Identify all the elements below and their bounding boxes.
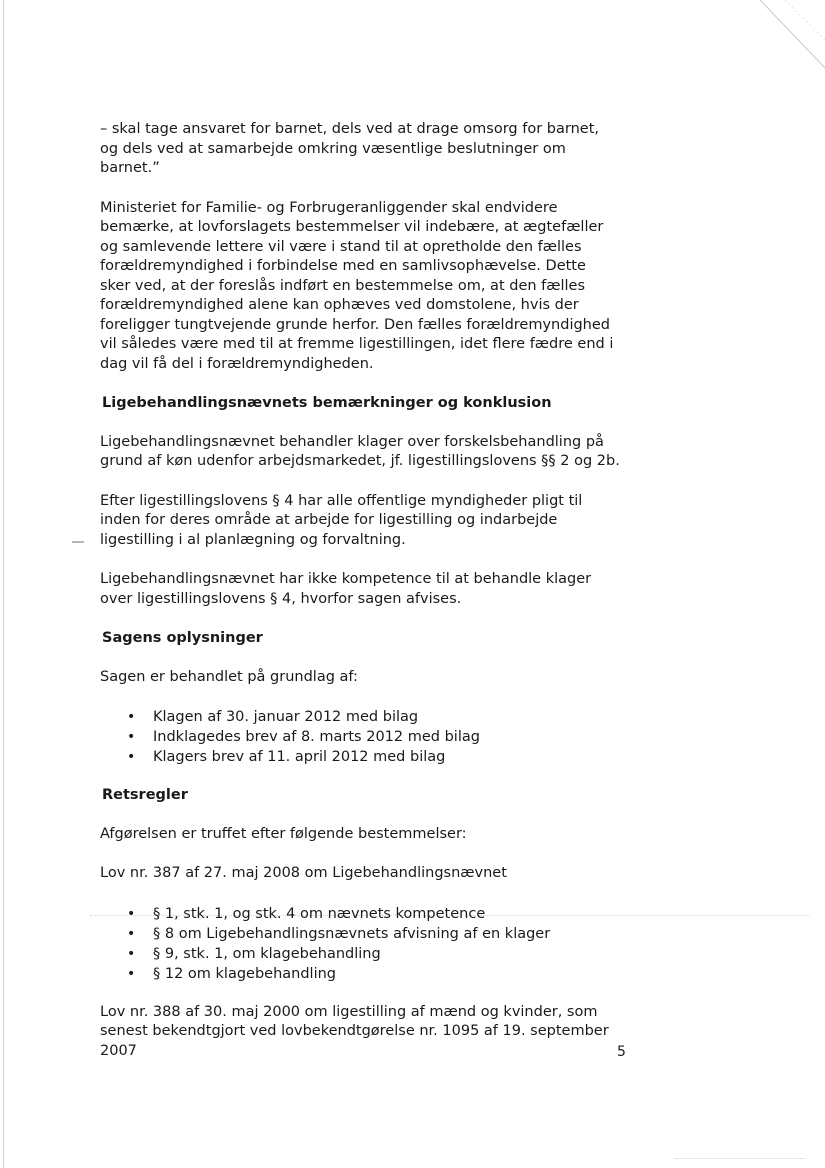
paragraph-ministry-remark: Ministeriet for Familie- og Forbrugeranliggender skal endvidere bemærke, at lovforslagets bestemmelser vil indebære, at ægtefæller og samlevende lettere vil være i stand til at opretholde den fælles forældremyndighed i forbindelse med en samlivsophævelse. Dette sker ved, at der foreslås indført en bestemmelse om, at den fælles forældremyndighed alene kan ophæves ved domstolene, hvis der foreligger tungtvejende grunde herfor. Den fælles forældremyndighed vil således være med til at fremme ligestillingen, idet flere fædre end i dag vil få del i forældremyndigheden. — [100, 199, 614, 372]
paragraph-quote-end: – skal tage ansvaret for barnet, dels ved at drage omsorg for barnet, og dels ved at samarbejde omkring væsentlige beslutninger om barnet.” — [100, 121, 599, 176]
document-body — [100, 120, 620, 1081]
list-item: • Indklagedes brev af 8. marts 2012 med bilag — [100, 727, 620, 747]
paragraph-dismissal: Ligebehandlingsnævnet har ikke kompetence til at behandle klager over ligestillingslovens § 4, hvorfor sagen afvises. — [100, 571, 592, 607]
law-387-provisions-list — [100, 904, 620, 984]
scan-edge — [3, 0, 4, 1168]
list-item: • Klagers brev af 11. april 2012 med bilag — [100, 747, 620, 767]
list-item: • Klagen af 30. januar 2012 med bilag — [100, 707, 620, 727]
heading-conclusion: Ligebehandlingsnævnets bemærkninger og konklusion — [102, 395, 552, 411]
paragraph-case-basis: Sagen er behandlet på grundlag af: — [100, 668, 358, 685]
heading-legal-rules: Retsregler — [102, 787, 188, 803]
paragraph-law-388: Lov nr. 388 af 30. maj 2000 om ligestilling af mænd og kvinder, som senest bekendtgjort ved lovbekendtgørelse nr. 1095 af 19. september 2007 — [100, 1003, 609, 1059]
heading-case-info: Sagens oplysninger — [102, 630, 263, 646]
list-item: • § 12 om klagebehandling — [100, 964, 620, 984]
paragraph-law-387: Lov nr. 387 af 27. maj 2008 om Ligebehandlingsnævnet — [100, 865, 507, 881]
list-item: • § 8 om Ligebehandlingsnævnets afvisning af en klager — [100, 924, 620, 944]
paragraph-competence: Ligebehandlingsnævnet behandler klager over forskelsbehandling på grund af køn udenfor arbejdsmarkedet, jf. ligestillingslovens §§ 2 og 2b. — [100, 433, 620, 469]
paragraph-authorities-duty: Efter ligestillingslovens § 4 har alle offentlige myndigheder pligt til inden for deres område at arbejde for ligestilling og indarbejde ligestilling i al planlægning og forvaltning. — [100, 492, 583, 548]
case-documents-list — [100, 707, 620, 767]
page-number: 5 — [617, 1044, 626, 1060]
scan-speck — [72, 541, 84, 543]
list-item: • § 9, stk. 1, om klagebehandling — [100, 944, 620, 964]
paragraph-rules-intro: Afgørelsen er truffet efter følgende bestemmelser: — [100, 825, 467, 842]
scan-bottom-artifact — [675, 1158, 805, 1159]
list-item: • § 1, stk. 1, og stk. 4 om nævnets kompetence — [100, 904, 620, 924]
scan-corner-mark — [755, 0, 825, 70]
